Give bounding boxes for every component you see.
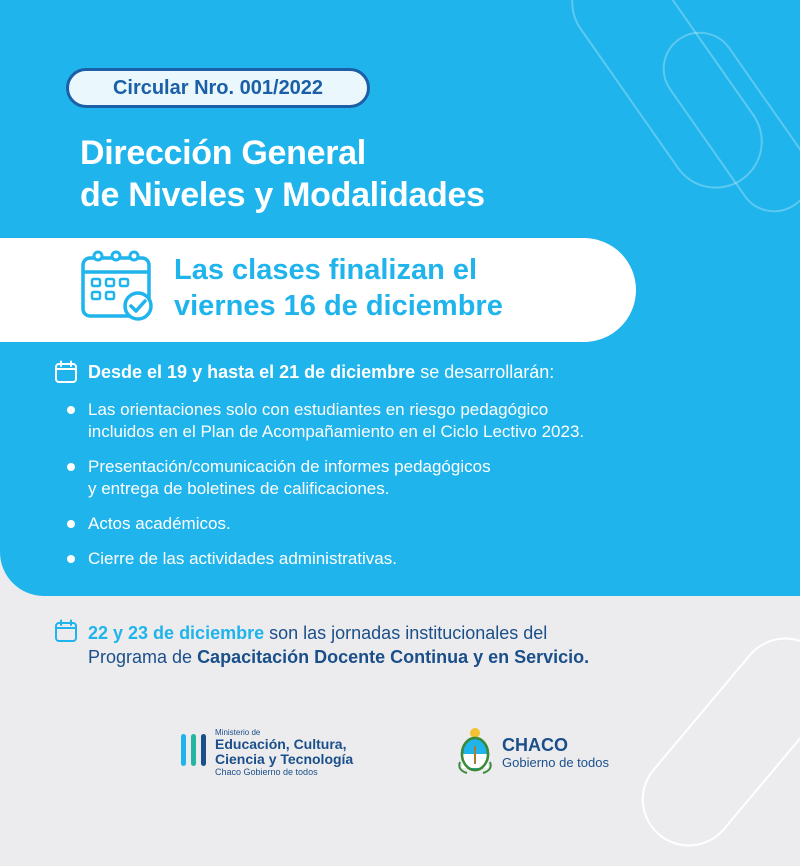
calendar-check-icon <box>80 248 156 324</box>
banner-line-2: viernes 16 de diciembre <box>174 290 503 322</box>
ministry-logo: Ministerio de Educación, Cultura, Ciencia y Tecnología Chaco Gobierno de todos <box>215 728 354 777</box>
period-1-rest: se desarrollarán: <box>415 362 555 382</box>
ministry-logo-icon <box>180 732 208 768</box>
list-item: Cierre de las actividades administrativas. <box>88 549 397 568</box>
period-1-heading <box>88 361 554 383</box>
period-2-line-1: 22 y 23 de diciembre son las jornadas institucionales del <box>88 623 548 643</box>
bullet-dot <box>67 520 75 528</box>
period-1-dates: Desde el 19 y hasta el 21 de diciembre <box>88 362 416 382</box>
circular-badge: Circular Nro. 001/2022 <box>66 68 370 108</box>
title-line-2: de Niveles y Modalidades <box>80 176 485 214</box>
list-item: Actos académicos. <box>88 514 231 533</box>
calendar-icon <box>54 619 78 643</box>
provincial-seal-icon <box>455 726 495 776</box>
title-line-1: Dirección General <box>80 134 366 172</box>
decorative-shape <box>623 618 800 865</box>
period-2-dates: 22 y 23 de diciembre <box>88 623 265 643</box>
province-logo: CHACO Gobierno de todos <box>502 735 609 770</box>
page-title <box>80 132 485 216</box>
bullet-dot <box>67 406 75 414</box>
bullet-dot <box>67 555 75 563</box>
calendar-icon <box>54 360 78 384</box>
banner-headline <box>174 252 503 324</box>
period-2-line-2: Programa de Capacitación Docente Continua y en Servicio. <box>88 647 590 667</box>
banner-line-1: Las clases finalizan el <box>174 254 478 286</box>
list-item: Presentación/comunicación de informes pedagógicos y entrega de boletines de calificaciones. <box>88 457 491 498</box>
list-item: Las orientaciones solo con estudiantes en riesgo pedagógico incluidos en el Plan de Acompañamiento en el Ciclo Lectivo 2023. <box>88 400 585 441</box>
bullet-dot <box>67 463 75 471</box>
